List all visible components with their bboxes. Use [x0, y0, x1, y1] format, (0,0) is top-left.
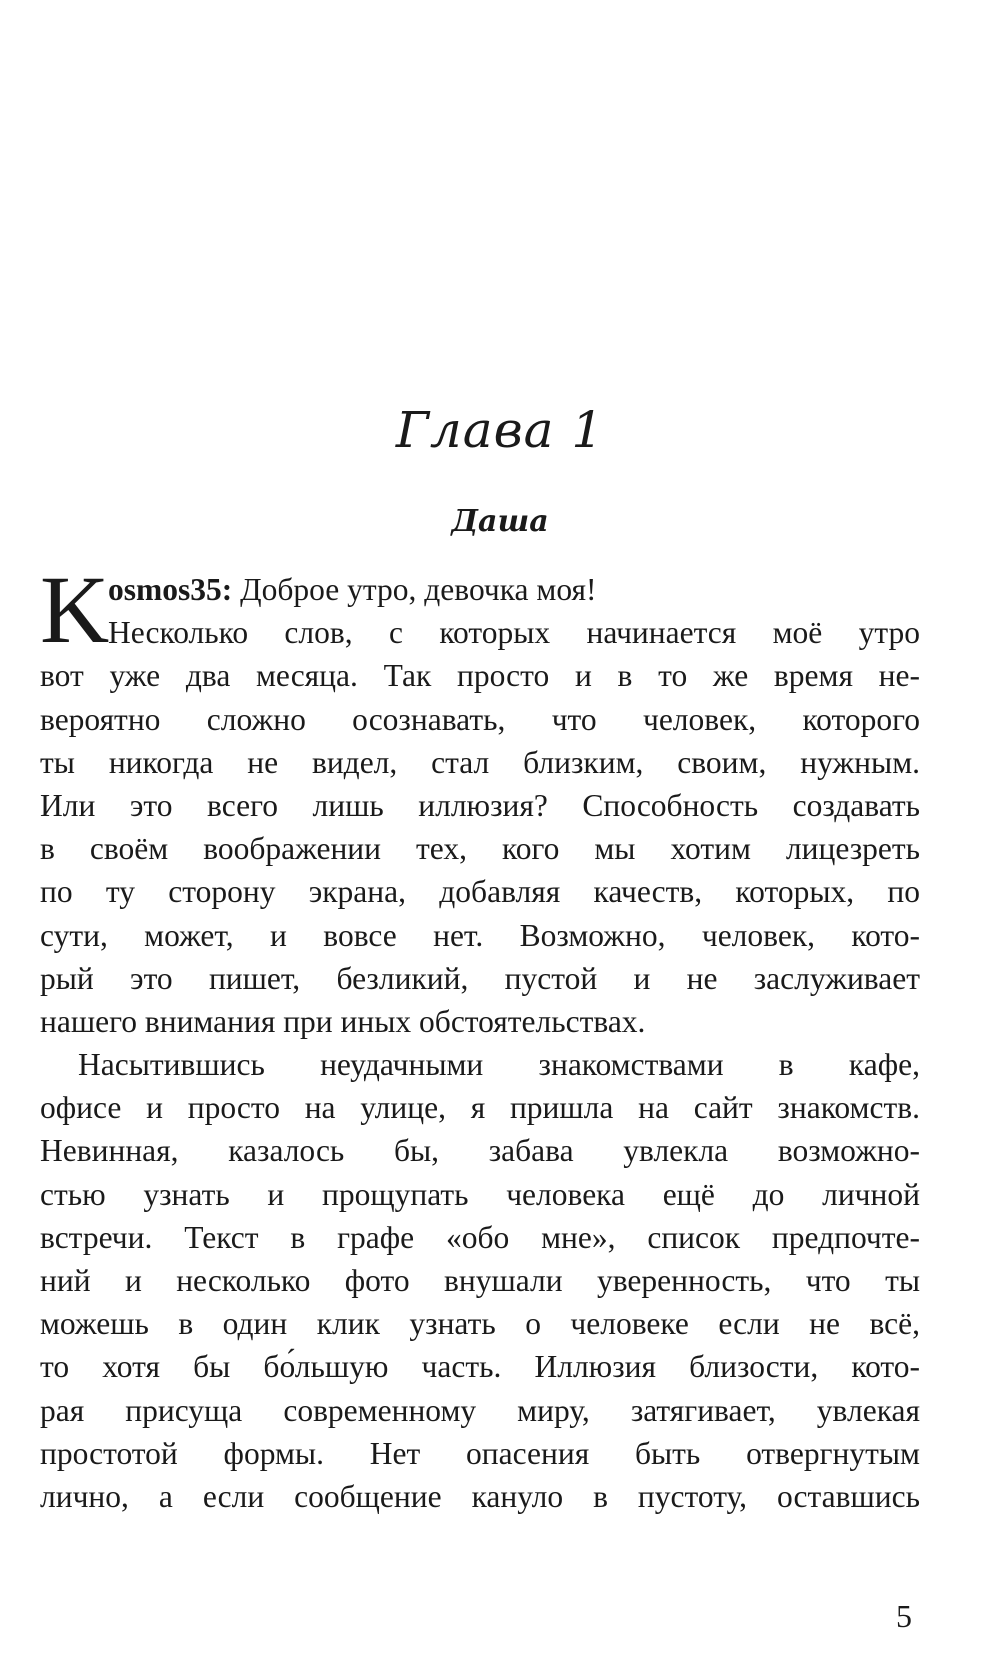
drop-cap: K [40, 556, 110, 663]
chapter-subtitle: Даша [451, 504, 549, 539]
text-line: встречи. Текст в графе «обо мне», список предпочте- [40, 1219, 920, 1255]
text-line: по ту сторону экрана, добавляя качеств, которых, по [40, 874, 920, 910]
text-line: Насытившись неудачными знакомствами в кафе, [78, 1047, 920, 1083]
text-line: вероятно сложно осознавать, что человек, которого [40, 701, 920, 737]
text-line: простотой формы. Нет опасения быть отвергнутым [40, 1435, 920, 1471]
text-span: Доброе утро, девочка моя! [232, 572, 597, 607]
text-line: ний и несколько фото внушали уверенность, что ты [40, 1263, 920, 1298]
text-line: рый это пишет, безликий, пустой и не заслуживает [40, 960, 920, 996]
text-line [40, 568, 920, 611]
page-number: 5 [896, 1598, 912, 1634]
text-line: ты никогда не видел, стал близким, своим, нужным. [40, 744, 920, 780]
text-line: в своём воображении тех, кого мы хотим лицезреть [40, 831, 920, 867]
text-line: офисе и просто на улице, я пришла на сайт знакомств. [40, 1090, 920, 1126]
text-line: лично, а если сообщение кануло в пустоту, оставшись [40, 1478, 920, 1514]
text-line: вот уже два месяца. Так просто и в то же время не- [40, 658, 920, 694]
text-line: то хотя бы бо́льшую часть. Иллюзия близости, кото- [40, 1349, 920, 1385]
speaker-name: osmos35: [108, 572, 233, 607]
text-line: Или это всего лишь иллюзия? Способность создавать [40, 787, 920, 823]
text-line: Несколько слов, с которых начинается моё утро [108, 615, 920, 651]
body-text [40, 556, 920, 1518]
paragraph-1 [40, 556, 920, 1043]
chapter-title: Глава 1 [395, 401, 605, 459]
text-line: рая присуща современному миру, затягивает, увлекая [40, 1392, 920, 1428]
text-line: Невинная, казалось бы, забава увлекла возможно- [40, 1133, 920, 1169]
text-line: можешь в один клик узнать о человеке если не всё, [40, 1306, 920, 1342]
text-line: нашего внимания при иных обстоятельствах. [40, 1003, 646, 1039]
text-line: стью узнать и прощупать человека ещё до личной [40, 1176, 920, 1212]
paragraph-2 [40, 1043, 920, 1518]
text-line: сути, может, и вовсе нет. Возможно, человек, кото- [40, 917, 920, 953]
